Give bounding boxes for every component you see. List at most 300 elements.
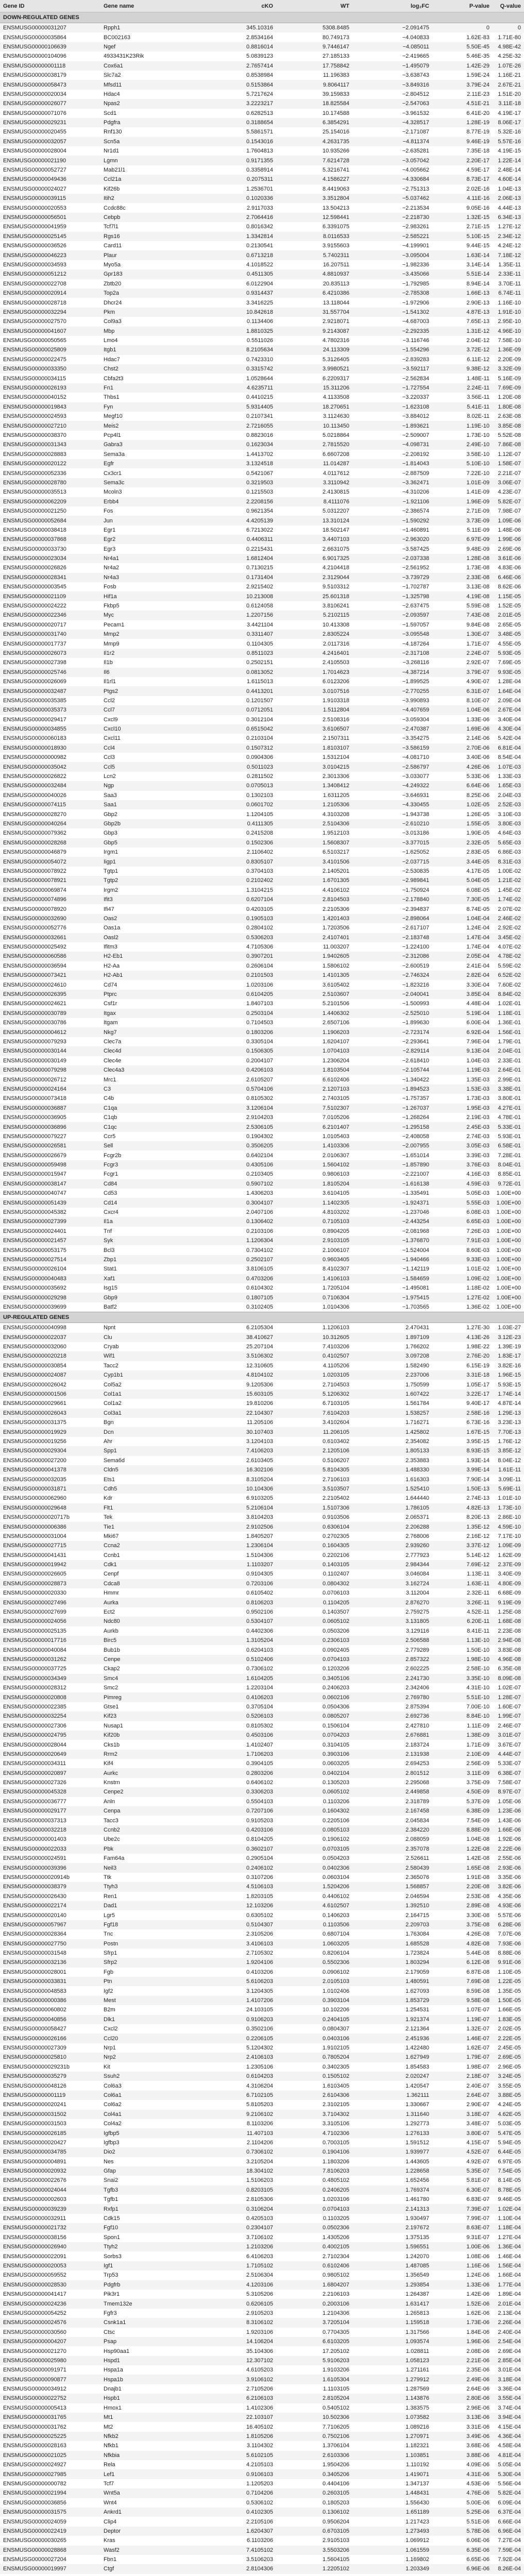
wt-cell: 10.312605 [276,1333,352,1342]
p-value-cell: 1.59E-24 [466,72,489,79]
gene-id-cell: ENSMUSG00000004891 [3,2158,66,2165]
gene-name-cell: Jun [100,516,202,525]
gene-name-cell: Ren1 [104,1893,117,1900]
wt-cell: 0.2603105 [276,2488,352,2498]
column-header-q-value: Q-value [493,0,524,12]
p-value-cell: 8.74E-05 [466,906,489,912]
cko-cell: 0.4503106 [202,1731,276,1740]
table-row [0,1065,524,1075]
log2fc-cell: −2.963020 [352,535,432,544]
wt-cell: 0.0605102 [276,1787,352,1797]
q-value-cell: 4.80E-09 [493,1579,524,1588]
p-value-cell: 1.11E-09 [467,1722,489,1729]
cko-cell: 2.3105206 [246,1931,273,1938]
q-value-cell: 1.66E-04 [498,2272,521,2279]
table-row [0,848,524,857]
p-value-cell: 4.82E-13 [432,1503,493,1513]
log2fc-cell: −1.597057 [402,621,429,628]
cko-cell: 25.207104 [246,1344,273,1350]
q-value-cell: 4.44E-07 [493,1750,524,1759]
gene-id-cell: ENSMUSG00000031740 [0,630,100,639]
log2fc-cell: −3.646931 [402,792,429,799]
gene-id-cell: ENSMUSG00000038370 [3,432,66,438]
gene-name-cell: Ahr [104,1438,113,1445]
table-row [0,241,524,250]
wt-cell: 6.7103105 [323,1400,349,1407]
log2fc-cell: −3.377015 [352,838,432,848]
q-value-cell: 1.02E-01 [498,1001,521,1007]
gene-id-cell: ENSMUSG00000019256 [3,1438,66,1445]
cko-cell: 0.3004107 [202,1198,276,1207]
wt-cell: 1.5107306 [276,1503,352,1513]
gene-id-cell: ENSMUSG00000023034 [0,554,100,563]
table-row [0,914,524,923]
gene-name-cell: Cdk15 [104,2215,120,2222]
cko-cell: 0.8105302 [246,1722,273,1729]
wt-cell: 3.3105106 [323,2121,349,2127]
gene-name-cell: Col3a1 [100,1409,202,1418]
gene-name-cell: Clec7a [104,1038,122,1045]
gene-id-cell: ENSMUSG00000041607 [0,327,100,336]
log2fc-cell: 1.058123 [352,2356,432,2365]
log2fc-cell: −4.330455 [352,800,432,809]
wt-cell: 0.1103205 [323,2215,349,2222]
gene-name-cell: Kras [104,2537,115,2544]
gene-id-cell: ENSMUSG00000024027 [3,185,66,192]
gene-id-cell: ENSMUSG00000035513 [3,489,66,496]
wt-cell: 0.4404106 [323,2480,349,2487]
gene-name-cell: Meis2 [100,421,202,430]
log2fc-cell: −1.972906 [402,299,429,306]
wt-cell: 17.758842 [276,61,352,71]
gene-name-cell: Mrc1 [104,1076,116,1083]
q-value-cell: 3.82E-16 [498,1362,521,1369]
gene-name-cell: Ccl7 [100,705,202,715]
gene-id-cell: ENSMUSG00000040856 [0,2015,100,2024]
q-value-cell: 2.48E-14 [498,167,521,174]
cko-cell: 0.8016342 [246,224,273,230]
log2fc-cell: 2.939260 [352,1541,432,1550]
wt-cell: 1.0104306 [323,1303,349,1310]
table-row [0,904,524,913]
cko-cell: 2.1106402 [246,849,273,856]
q-value-cell: 4.98E-42 [493,42,524,52]
gene-id-cell: ENSMUSG00000028530 [0,2280,100,2290]
log2fc-cell: −2.208192 [402,451,429,457]
p-value-cell: 3.40E-06 [466,754,489,761]
cko-cell: 0.4203105 [246,906,273,912]
gene-id-cell: ENSMUSG00000031575 [0,2507,100,2517]
gene-name-cell: Megf10 [104,413,123,420]
wt-cell: 24.113309 [276,345,352,354]
cko-cell: 4.4205139 [202,516,276,525]
gene-id-cell: ENSMUSG00000041431 [3,1552,66,1558]
gene-name-cell: Csf1r [104,1001,117,1007]
log2fc-cell: −2.171087 [402,129,429,135]
wt-cell: 5308.8485 [276,23,352,33]
table-row [0,232,524,241]
gene-name-cell: Kif4 [104,1760,113,1767]
gene-name-cell: Gtse1 [104,1703,119,1710]
cko-cell: 0.7104206 [202,2488,276,2498]
p-value-cell: 2.83E-05 [466,849,489,856]
log2fc-cell: −1.899630 [402,1020,429,1026]
log2fc-cell: 2.046594 [405,1893,429,1900]
q-value-cell: 1.22E-05 [493,1977,524,1986]
gene-id-cell: ENSMUSG00000022676 [3,2177,66,2184]
gene-id-cell: ENSMUSG00000034349 [0,1674,100,1683]
cko-cell: 11.205106 [246,1419,273,1426]
cko-cell: 9.2106102 [202,2110,276,2119]
cko-cell: 1.4102306 [246,2404,273,2411]
wt-cell: 13.310124 [276,516,352,525]
log2fc-cell: −4.187264 [402,640,429,647]
cko-cell: 2.7105302 [246,1950,273,1957]
table-row [0,213,524,222]
q-value-cell: 1.46E-04 [498,2253,521,2260]
wt-cell: 1.1206103 [323,1325,349,1331]
q-value-cell: 1.12E-07 [498,451,521,457]
gene-id-cell: ENSMUSG00000074896 [0,895,100,904]
wt-cell: 2.9103105 [276,1236,352,1245]
gene-id-cell: ENSMUSG00000028868 [0,2546,100,2555]
wt-cell: 0.1103506 [276,1920,352,1929]
table-row [0,980,524,989]
q-value-cell: 8.97E-07 [493,1787,524,1797]
log2fc-cell: 1.110192 [405,2462,429,2468]
gene-name-cell: Col6a3 [104,2082,122,2089]
gene-id-cell: ENSMUSG00000034785 [0,2147,100,2157]
cko-cell: 9.1205306 [246,1381,273,1388]
gene-name-cell: H2-Aa [104,962,120,969]
gene-id-cell: ENSMUSG00000078921 [0,876,100,885]
p-value-cell: 3.35E-10 [432,1674,493,1683]
cko-cell: 0.5304107 [202,1617,276,1626]
table-row [0,1551,524,1560]
table-row [0,2280,524,2290]
q-value-cell: 2.52E-03 [493,800,524,809]
p-value-cell: 6.92E-04 [432,1027,493,1037]
cko-cell: 0.7304102 [246,1247,273,1253]
gene-id-cell: ENSMUSG00000026104 [3,1266,66,1273]
gene-name-cell: Isg15 [104,1285,117,1292]
gene-name-cell: Ccl21a [100,175,202,184]
wt-cell: 1.5204206 [276,1882,352,1891]
cko-cell: 8.3106102 [202,2318,276,2327]
cko-cell: 2.7064416 [202,213,276,222]
p-value-cell: 5.14E-12 [466,1552,489,1558]
q-value-cell: 6.28E-06 [493,1920,524,1929]
table-row [0,762,524,771]
log2fc-cell: 1.419071 [352,2469,432,2479]
cko-cell: 0.3705104 [246,1703,273,1710]
p-value-cell: 4.87E-13 [432,308,493,317]
gene-name-cell: Fgb [104,1969,113,1975]
gene-id-cell: ENSMUSG00000024591 [3,1855,66,1862]
p-value-cell: 5.51E-10 [432,1692,493,1702]
log2fc-cell: 3.162724 [352,1579,432,1588]
gene-id-cell: ENSMUSG00000034115 [3,375,66,382]
gene-id-cell: ENSMUSG00000032661 [0,933,100,942]
gene-name-cell: Gbp2 [104,811,117,818]
gene-id-cell: ENSMUSG00000037725 [3,1666,66,1672]
q-value-cell: 6.34E-13 [493,213,524,222]
log2fc-cell: 1.853729 [352,1996,432,2005]
q-value-cell: 4.93E-06 [493,1901,524,1910]
table-row [0,421,524,430]
gene-name-cell: Cebpb [100,213,202,222]
gene-name-cell: Tacc2 [104,1362,119,1369]
gene-id-cell: ENSMUSG00000021457 [0,1236,100,1245]
cko-cell: 1.9204106 [202,1958,276,1967]
table-row [0,1427,524,1436]
cko-cell: 2.7657414 [202,61,276,71]
gene-name-cell: Scn5a [100,137,202,146]
q-value-cell: 2.02E-05 [498,2026,521,2032]
table-row [0,1274,524,1283]
table-row [0,2546,524,2555]
p-value-cell: 4.51E-21 [432,99,493,108]
wt-cell: 0.6102406 [276,2261,352,2270]
p-value-cell: 1.50E-13 [432,1484,493,1494]
table-row [0,260,524,269]
wt-cell: 80.749173 [323,34,349,41]
q-value-cell: 2.20E-09 [498,356,521,363]
gene-name-cell: Nfkbia [100,2451,202,2460]
gene-id-cell: ENSMUSG00000019942 [0,1560,100,1569]
table-row [0,620,524,630]
cko-cell: 0.1507312 [202,743,276,753]
q-value-cell: 2.07E-02 [498,906,521,912]
p-value-cell: 8.25E-06 [466,792,489,799]
log2fc-cell: 2.065371 [405,1514,429,1521]
log2fc-cell: 2.241730 [352,1674,432,1683]
wt-cell: 1.9103318 [323,697,349,704]
cko-cell: 2.1104206 [246,2139,273,2146]
q-value-cell: 5.82E-04 [493,2488,524,2498]
gene-id-cell: ENSMUSG00000027306 [3,1722,66,1729]
p-value-cell: 3.13E-06 [432,2413,493,2422]
cko-cell: 0.3219503 [202,478,276,487]
p-value-cell: 2.33E-08 [432,573,493,582]
cko-cell: 1.9203106 [246,2329,273,2335]
gene-name-cell: Clec4d [100,1046,202,1056]
wt-cell: 6.6103205 [276,2337,352,2346]
gene-name-cell: Cd14 [100,1198,202,1207]
cko-cell: 0.1134406 [246,318,273,325]
log2fc-cell: 1.652456 [405,2177,429,2184]
table-row [0,677,524,686]
p-value-cell: 6.30E-07 [432,2185,493,2195]
p-value-cell: 4.90E-07 [466,679,489,685]
wt-cell: 0.0605102 [276,1617,352,1626]
p-value-cell: 1.98E-07 [466,2063,489,2070]
gene-name-cell: Cxcl9 [104,716,118,723]
gene-name-cell: Xaf1 [100,1274,202,1283]
cko-cell: 0.7203106 [202,1579,276,1588]
gene-name-cell: Sema3a [104,451,125,457]
table-row [0,668,524,677]
gene-name-cell: Mfsd11 [100,80,202,89]
wt-cell: 0.1403105 [276,1560,352,1569]
wt-cell: 0.0502306 [276,2223,352,2232]
wt-cell: 7.5102307 [276,1104,352,1113]
log2fc-cell: −2.785308 [352,289,432,298]
wt-cell: 0.9603405 [276,1255,352,1264]
gene-name-cell: Smc2 [104,1685,119,1691]
log2fc-cell: −1.921106 [352,497,432,506]
q-value-cell: 2.55E-06 [498,1855,521,1862]
q-value-cell: 9.72E-01 [493,1179,524,1189]
gene-name-cell: Pkm [100,308,202,317]
log2fc-cell: −4.199901 [402,243,429,249]
wt-cell: 0.1505102 [276,2072,352,2081]
q-value-cell: 3.23E-13 [498,1419,521,1426]
q-value-cell: 1.74E-02 [493,895,524,904]
table-row [0,1825,524,1835]
wt-cell: 0.0704103 [276,1655,352,1664]
p-value-cell: 1.19E-10 [432,421,493,430]
gene-name-cell: Nr1d1 [104,148,119,155]
gene-id-cell: ENSMUSG00000091971 [3,2367,66,2374]
log2fc-cell: −2.218730 [352,213,432,222]
wt-cell: 13.504213 [323,205,349,211]
p-value-cell: 1.71E-09 [466,1741,489,1748]
gene-name-cell: Igfbp3 [104,2139,120,2146]
log2fc-cell: 1.939977 [352,2147,432,2157]
p-value-cell: 4.92E-07 [466,2158,489,2165]
table-row [0,2119,524,2128]
gene-id-cell: ENSMUSG00000026042 [3,1381,66,1388]
wt-cell: 0.1102407 [323,1571,349,1578]
table-row [0,1302,524,1312]
q-value-cell: 1.02E-07 [498,1685,521,1691]
p-value-cell: 1.46E-07 [432,2033,493,2043]
wt-cell: 0.1604302 [276,1806,352,1816]
q-value-cell: 1.10E-05 [498,1969,521,1975]
log2fc-cell: −2.394837 [402,906,429,912]
gene-id-cell: ENSMUSG00000026605 [3,1571,66,1578]
q-value-cell: 1.52E-05 [498,603,521,609]
cko-cell: 30.107403 [202,1427,276,1436]
gene-id-cell: ENSMUSG00000052727 [3,167,66,174]
gene-id-cell: ENSMUSG00000028004 [3,148,66,155]
gene-name-cell: Wif1 [100,1351,202,1361]
gene-id-cell: ENSMUSG00000038147 [0,1179,100,1189]
log2fc-cell: 1.271161 [405,2367,429,2374]
cko-cell: 0.6406102 [246,1780,273,1786]
log2fc-cell: 1.525410 [352,1484,432,1494]
cko-cell: 1.2203104 [246,1685,273,1691]
log2fc-cell: 1.254531 [405,2007,429,2013]
wt-cell: 39.159833 [323,91,349,97]
table-row [0,1759,524,1768]
q-value-cell: 5.93E-15 [498,1381,521,1388]
p-value-cell: 9.84E-08 [466,621,489,628]
log2fc-cell: 3.046084 [405,1571,429,1578]
wt-cell: 0.0504203 [323,1855,349,1862]
p-value-cell: 1.04E-06 [432,705,493,715]
cko-cell: 0.3311407 [202,630,276,639]
table-row [0,137,524,146]
wt-cell: 1.1103105 [323,2386,349,2393]
table-row [0,554,524,563]
q-value-cell: 4.24E-12 [498,243,521,249]
gene-name-cell: Nusap1 [104,1722,123,1729]
p-value-cell: 5.33E-06 [466,773,489,780]
cko-cell: 2.4106103 [202,2053,276,2062]
gene-id-cell: ENSMUSG00000053175 [3,1247,66,1253]
cko-cell: 0.3907201 [202,952,276,961]
wt-cell: 2.7815520 [276,440,352,449]
table-row [0,1456,524,1465]
q-value-cell: 4.60E-14 [493,175,524,184]
q-value-cell: 3.36E-04 [498,2386,521,2393]
p-value-cell: 1.42E-06 [466,2291,489,2298]
cko-cell: 0.1623034 [202,440,276,449]
p-value-cell: 1.84E-06 [466,2329,489,2335]
q-value-cell: 6.66E-04 [498,2518,521,2525]
gene-id-cell: ENSMUSG00000041378 [0,1465,100,1475]
log2fc-cell: 2.759275 [405,1609,429,1616]
gene-id-cell: ENSMUSG00000031762 [3,2424,66,2430]
table-row [0,1588,524,1598]
cko-cell: 0.6105402 [246,1590,273,1597]
q-value-cell: 1.21E-02 [493,876,524,885]
p-value-cell: 3.22E-17 [432,1389,493,1399]
q-value-cell: 1.83E-05 [493,2015,524,2024]
wt-cell: 4.1133508 [323,394,349,401]
table-row [0,1264,524,1274]
log2fc-cell: 2.984344 [352,1560,432,1569]
cko-cell: 0.1731404 [202,573,276,582]
table-row [0,1494,524,1503]
q-value-cell: 2.67E-04 [493,705,524,715]
table-row [0,2290,524,2299]
gene-id-cell: ENSMUSG00000019997 [0,2564,100,2573]
table-row [0,2157,524,2166]
wt-cell: 11.014287 [276,459,352,468]
gene-name-cell: Ngp [100,781,202,790]
wt-cell: 0.0703105 [276,1844,352,1854]
q-value-cell: 5.93E-05 [493,649,524,658]
q-value-cell: 1.74E-14 [493,1389,524,1399]
q-value-cell: 3.35E-06 [498,1874,521,1880]
cko-cell: 0.6402104 [246,1152,273,1159]
q-value-cell: 1.35E-05 [498,1988,521,1994]
p-value-cell: 1.47E-04 [432,933,493,942]
wt-cell: 5.3126405 [323,356,349,363]
p-value-cell: 4.26E-06 [432,762,493,771]
gene-name-cell: Aurkb [104,1628,119,1634]
wt-cell: 1.3408412 [276,781,352,790]
p-value-cell: 2.40E-07 [466,2082,489,2089]
gene-name-cell: Tgfb3 [100,2185,202,2195]
gene-id-cell: ENSMUSG00000020034 [3,91,66,97]
cko-cell: 3.1324518 [202,459,276,468]
cko-cell: 0.8305107 [202,857,276,866]
table-row [0,516,524,525]
wt-cell: 1.0203105 [276,1370,352,1380]
gene-name-cell: Mest [100,1996,202,2005]
cko-cell: 0.4305106 [202,1160,276,1170]
table-row [0,1255,524,1264]
wt-cell: 0.1904106 [276,2147,352,2157]
table-row [0,1626,524,1636]
gene-name-cell: Psap [100,2337,202,2346]
gene-name-cell: Cryab [104,1344,119,1350]
gene-id-cell: ENSMUSG00000022037 [0,1333,100,1342]
